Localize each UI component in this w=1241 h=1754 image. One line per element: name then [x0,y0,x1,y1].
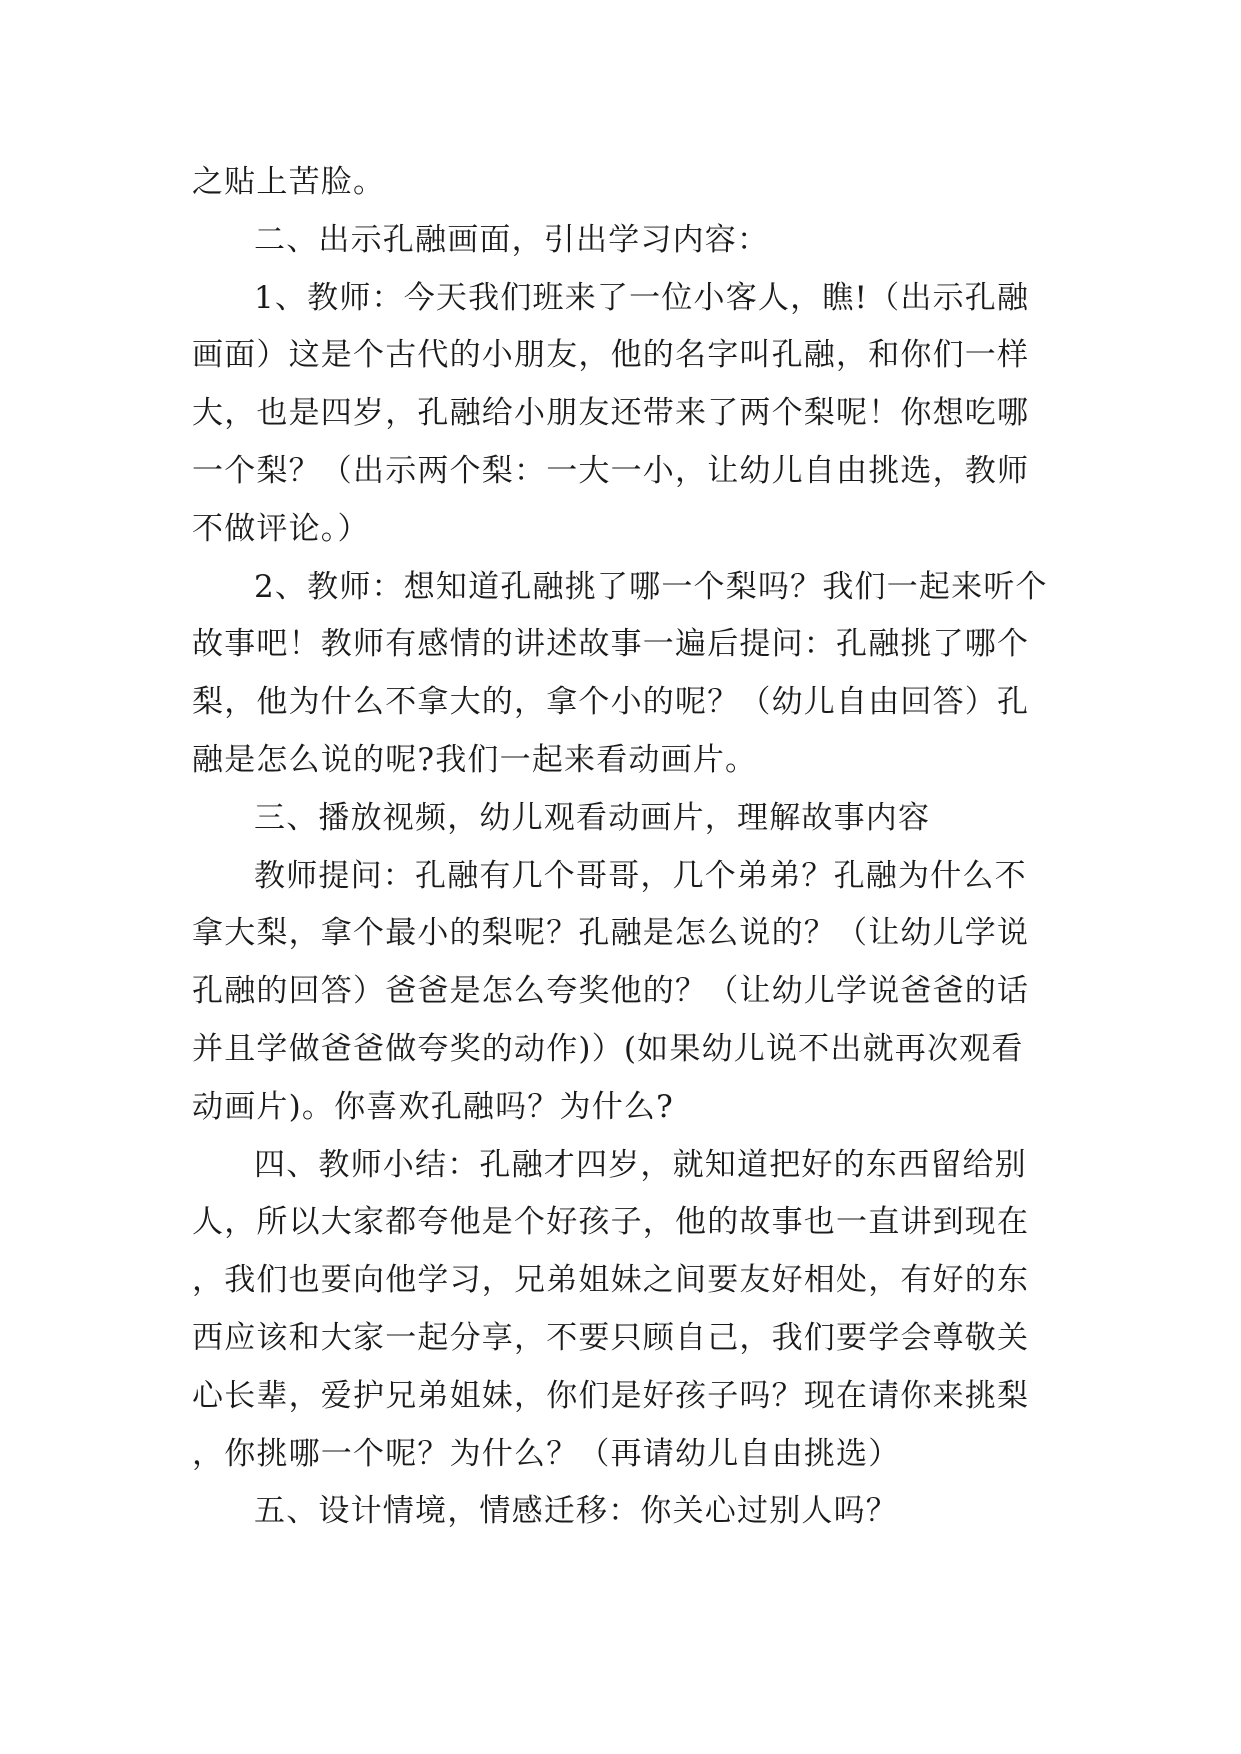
section-heading-3: 三、播放视频，幼儿观看动画片，理解故事内容 [254,799,931,836]
paragraph-continuation: 之贴上苦脸。 [192,164,386,200]
paragraph-teacher-questions: 教师提问：孔融有几个哥哥，几个弟弟？孔融为什么不拿大梨，拿个最小的梨呢？孔融是怎么说的？（让幼儿学说孔融的回答）爸爸是怎么夸奖他的？（让幼儿学说爸爸的话并且学做爸爸做夸奖的动作)）(如果幼儿说不出就再次观看动画片)。你喜欢孔融吗？为什么? [192,857,1030,1125]
section-heading-4-summary: 四、教师小结：孔融才四岁，就知道把好的东西留给别人，所以大家都夸他是个好孩子，他的故事也一直讲到现在，我们也要向他学习，兄弟姐妹之间要友好相处，有好的东西应该和大家一起分享，不要只顾自己，我们要学会尊敬关心长辈，爱护兄弟姐妹，你们是好孩子吗？现在请你来挑梨，你挑哪一个呢？为什么？（再请幼儿自由挑选） [192,1146,1030,1472]
section-heading-2: 二、出示孔融画面，引出学习内容： [254,221,770,258]
paragraph-step-1: 1、教师：今天我们班来了一位小客人，瞧!（出示孔融画面）这是个古代的小朋友，他的名字叫孔融，和你们一样大，也是四岁，孔融给小朋友还带来了两个梨呢！你想吃哪一个梨？（出示两个梨：一大一小，让幼儿自由挑选，教师不做评论。） [192,279,1030,547]
paragraph-step-2: 2、教师：想知道孔融挑了哪一个梨吗？我们一起来听个故事吧！教师有感情的讲述故事一遍后提问：孔融挑了哪个梨，他为什么不拿大的，拿个小的呢？（幼儿自由回答）孔融是怎么说的呢?我们一起来看动画片。 [192,568,1048,778]
section-heading-5: 五、设计情境，情感迁移：你关心过别人吗？ [254,1493,898,1530]
document-body [192,154,1052,1541]
